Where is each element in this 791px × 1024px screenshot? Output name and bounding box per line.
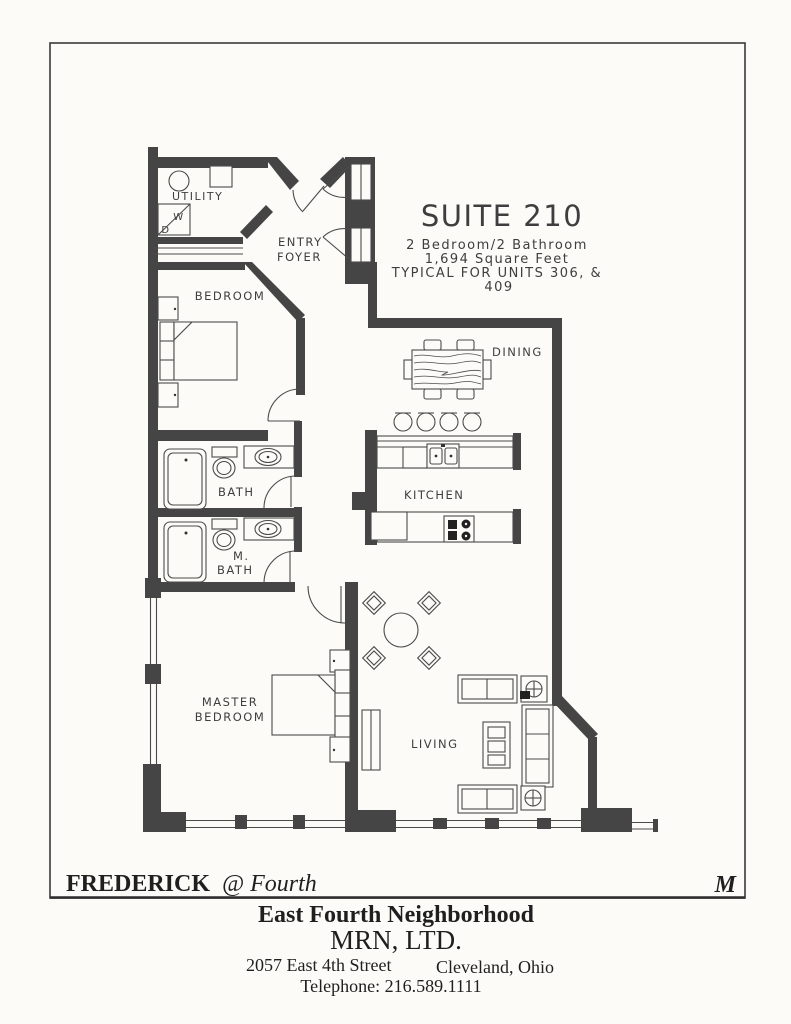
master-bedroom-furniture — [272, 650, 350, 762]
utility-cabinet — [210, 166, 232, 187]
bedroom-closet — [153, 248, 243, 254]
living-room-furniture — [362, 592, 553, 813]
suite-subtitle-4: 409 — [484, 280, 514, 295]
entry-foyer-label-1: ENTRY — [278, 235, 323, 249]
dining-chair — [424, 389, 441, 399]
bath-sink — [244, 446, 294, 468]
dining-chair — [457, 340, 474, 350]
bedroom-label: BEDROOM — [194, 289, 266, 303]
kitchen-sink — [427, 444, 459, 468]
corner-mark: M — [714, 872, 736, 898]
kitchen-fixtures — [371, 413, 513, 542]
footer-company: MRN, LTD. — [330, 925, 462, 955]
bed-headboard — [335, 670, 350, 740]
living-label: LIVING — [411, 737, 459, 751]
brand-band — [66, 871, 738, 898]
brand-suffix: @ Fourth — [222, 871, 317, 897]
dining-chair — [483, 360, 491, 379]
water-heater-icon — [169, 171, 189, 191]
footer-block — [246, 902, 554, 996]
dining-chair — [424, 340, 441, 350]
bed-headboard — [160, 322, 174, 380]
dining-chair — [457, 389, 474, 399]
suite-title-block — [391, 199, 602, 295]
game-table — [363, 592, 441, 670]
bathtub — [164, 449, 206, 509]
utility-label: UTILITY — [172, 190, 224, 203]
loveseat — [458, 675, 517, 703]
bathtub — [164, 522, 206, 582]
dining-chair — [404, 360, 412, 379]
refrigerator — [371, 512, 407, 540]
stove — [444, 516, 474, 542]
bed — [272, 675, 335, 735]
end-table-lamp — [521, 786, 545, 810]
washer-label: W — [173, 212, 185, 223]
footer-phone: Telephone: 216.589.1111 — [300, 976, 482, 996]
entry-foyer-label-2: FOYER — [277, 250, 322, 264]
dining-label: DINING — [492, 345, 543, 359]
footer-neighborhood: East Fourth Neighborhood — [257, 902, 535, 928]
suite-subtitle-2: 1,694 Square Feet — [424, 252, 570, 267]
master-bath-label-2: BATH — [217, 563, 254, 577]
master-bedroom-label-1: MASTER — [201, 695, 259, 709]
suite-subtitle-1: 2 Bedroom/2 Bathroom — [406, 238, 588, 253]
bar-stools — [394, 413, 481, 431]
toilet — [212, 447, 237, 478]
brand-name: FREDERICK — [66, 871, 211, 897]
footer-street: 2057 East 4th Street — [246, 955, 392, 975]
suite-title: SUITE 210 — [420, 199, 584, 233]
bedroom-furniture — [158, 297, 237, 407]
dining-set — [404, 340, 491, 399]
coffee-table — [483, 722, 510, 768]
svg-text:FREDERICK @ Fourth — [66, 871, 317, 897]
suite-subtitle-3: TYPICAL FOR UNITS 306, & — [391, 266, 603, 281]
bath-sink — [244, 518, 294, 540]
toilet — [212, 519, 237, 550]
footer-city: Cleveland, Ohio — [436, 957, 554, 977]
master-bath-label-1: M. — [233, 549, 250, 563]
end-table-lamp — [520, 676, 547, 702]
master-bedroom-label-2: BEDROOM — [194, 710, 266, 724]
loveseat — [458, 785, 517, 813]
kitchen-label: KITCHEN — [404, 488, 465, 502]
bath-label: BATH — [218, 485, 255, 499]
washer-dryer — [158, 204, 190, 236]
sofa — [522, 705, 553, 787]
dishwasher — [403, 447, 427, 468]
dryer-label: D — [161, 225, 171, 236]
